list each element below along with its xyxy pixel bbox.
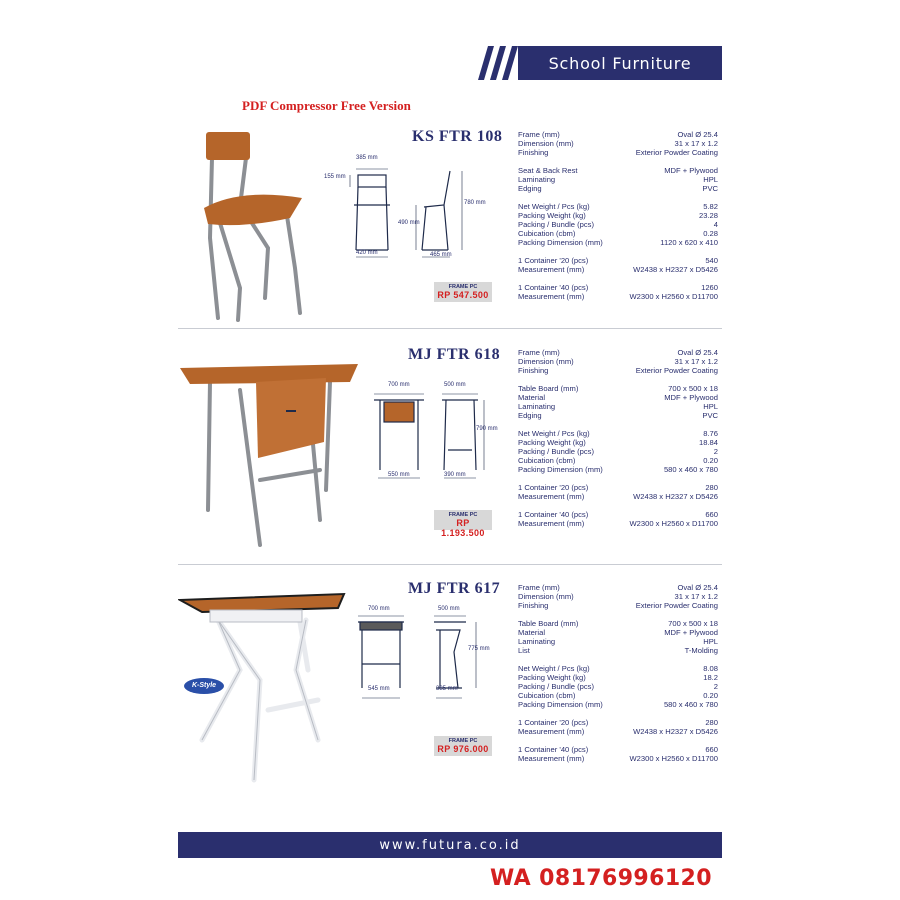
spec-value: 2 (713, 447, 718, 456)
spec-row (518, 492, 718, 501)
spec-row (518, 628, 718, 637)
spec-group (518, 510, 718, 528)
spec-value: W2300 x H2560 x D11700 (629, 519, 718, 528)
spec-row (518, 727, 718, 736)
spec-label: Frame (mm) (518, 348, 560, 357)
spec-value: HPL (703, 175, 718, 184)
spec-label: Cubication (cbm) (518, 456, 576, 465)
spec-label: Laminating (518, 637, 556, 646)
spec-group (518, 718, 718, 736)
spec-row (518, 456, 718, 465)
spec-row (518, 691, 718, 700)
model-name: MJ FTR 617 (408, 580, 501, 597)
spec-row (518, 402, 718, 411)
spec-group (518, 429, 718, 474)
spec-label: Cubication (cbm) (518, 229, 576, 238)
spec-label: Net Weight / Pcs (kg) (518, 202, 590, 211)
dim-label: 700 mm (388, 382, 410, 388)
spec-row (518, 465, 718, 474)
spec-value: W2438 x H2327 x D5426 (633, 265, 718, 274)
spec-label: Measurement (mm) (518, 292, 585, 301)
spec-row (518, 184, 718, 193)
spec-value: 31 x 17 x 1.2 (674, 357, 718, 366)
spec-value: MDF + Plywood (664, 393, 718, 402)
spec-label: 1 Container '20 (pcs) (518, 483, 589, 492)
spec-row (518, 265, 718, 274)
spec-value: PVC (702, 411, 718, 420)
spec-label: Measurement (mm) (518, 727, 585, 736)
spec-value: 31 x 17 x 1.2 (674, 592, 718, 601)
spec-group (518, 583, 718, 610)
dim-label: 155 mm (324, 174, 346, 180)
price-value: RP 976.000 (437, 744, 489, 754)
spec-row (518, 175, 718, 184)
spec-group (518, 130, 718, 157)
spec-label: Table Board (mm) (518, 619, 579, 628)
chair-drawing (344, 165, 494, 260)
spec-label: Packing / Bundle (pcs) (518, 682, 594, 691)
spec-row (518, 283, 718, 292)
spec-label: Measurement (mm) (518, 519, 585, 528)
spec-row (518, 357, 718, 366)
spec-row (518, 673, 718, 682)
spec-value: 700 x 500 x 18 (668, 619, 718, 628)
spec-row (518, 646, 718, 655)
spec-label: 1 Container '40 (pcs) (518, 745, 589, 754)
spec-label: Edging (518, 411, 542, 420)
dim-label: 775 mm (468, 646, 490, 652)
spec-label: Packing Dimension (mm) (518, 700, 603, 709)
spec-label: Frame (mm) (518, 130, 560, 139)
dim-label: 385 mm (436, 686, 458, 692)
spec-label: Material (518, 628, 546, 637)
dim-label: 385 mm (356, 155, 378, 161)
price-label: FRAME PC (448, 512, 478, 518)
table-617-drawing (354, 612, 494, 712)
spec-group (518, 483, 718, 501)
dim-label: 420 mm (356, 250, 378, 256)
section-divider (178, 328, 722, 329)
spec-row (518, 601, 718, 610)
spec-row (518, 592, 718, 601)
spec-label: 1 Container '40 (pcs) (518, 510, 589, 519)
spec-value: 0.28 (703, 229, 718, 238)
spec-value: 700 x 500 x 18 (668, 384, 718, 393)
price-box (434, 736, 492, 756)
spec-label: Packing Weight (kg) (518, 438, 586, 447)
spec-value: W2438 x H2327 x D5426 (633, 727, 718, 736)
spec-row (518, 348, 718, 357)
spec-value: 1260 (701, 283, 718, 292)
spec-row (518, 718, 718, 727)
spec-value: Exterior Powder Coating (635, 601, 718, 610)
spec-label: Finishing (518, 601, 549, 610)
header-bar (518, 46, 722, 80)
spec-value: 0.20 (703, 456, 718, 465)
price-value: RP 1.193.500 (441, 518, 485, 538)
spec-row (518, 393, 718, 402)
spec-value: 580 x 460 x 780 (663, 700, 718, 709)
price-box (434, 282, 492, 302)
spec-row (518, 447, 718, 456)
spec-label: Measurement (mm) (518, 265, 585, 274)
spec-value: HPL (703, 402, 718, 411)
spec-label: 1 Container '40 (pcs) (518, 283, 589, 292)
dim-label: 545 mm (368, 686, 390, 692)
spec-value: 4 (713, 220, 718, 229)
watermark-text: PDF Compressor Free Version (242, 98, 411, 113)
spec-value: 8.76 (703, 429, 718, 438)
spec-label: List (518, 646, 530, 655)
spec-label: Dimension (mm) (518, 357, 574, 366)
spec-row (518, 429, 718, 438)
spec-group (518, 202, 718, 247)
spec-label: Table Board (mm) (518, 384, 579, 393)
model-name: MJ FTR 618 (408, 346, 501, 363)
dim-label: 780 mm (464, 200, 486, 206)
whatsapp-contact[interactable]: WA 08176996120 (490, 866, 712, 891)
spec-value: 8.08 (703, 664, 718, 673)
spec-group (518, 256, 718, 274)
spec-group (518, 664, 718, 709)
spec-value: 580 x 460 x 780 (663, 465, 718, 474)
spec-value: 540 (705, 256, 718, 265)
spec-value: Oval Ø 25.4 (677, 583, 718, 592)
spec-group (518, 745, 718, 763)
spec-value: W2438 x H2327 x D5426 (633, 492, 718, 501)
spec-row (518, 130, 718, 139)
spec-label: Seat & Back Rest (518, 166, 578, 175)
spec-value: MDF + Plywood (664, 628, 718, 637)
spec-row (518, 483, 718, 492)
spec-row (518, 366, 718, 375)
spec-value: Exterior Powder Coating (635, 148, 718, 157)
spec-row (518, 745, 718, 754)
spec-row (518, 384, 718, 393)
spec-row (518, 148, 718, 157)
spec-value: 660 (705, 745, 718, 754)
spec-row (518, 211, 718, 220)
price-label: FRAME PC (448, 284, 478, 290)
dim-label: 490 mm (398, 220, 420, 226)
spec-value: HPL (703, 637, 718, 646)
spec-row (518, 700, 718, 709)
spec-label: Frame (mm) (518, 583, 560, 592)
table-618-photo (180, 360, 360, 550)
spec-label: Packing / Bundle (pcs) (518, 220, 594, 229)
dim-label: 465 mm (430, 252, 452, 258)
spec-value: 18.2 (703, 673, 718, 682)
spec-group (518, 166, 718, 193)
spec-value: 280 (705, 483, 718, 492)
spec-row (518, 220, 718, 229)
spec-value: T-Molding (684, 646, 718, 655)
spec-value: Oval Ø 25.4 (677, 130, 718, 139)
spec-value: 23.28 (698, 211, 718, 220)
spec-label: Net Weight / Pcs (kg) (518, 429, 590, 438)
spec-row (518, 637, 718, 646)
spec-label: Laminating (518, 402, 556, 411)
website-link[interactable]: www.futura.co.id (379, 838, 521, 853)
spec-group (518, 283, 718, 301)
spec-label: Packing Weight (kg) (518, 673, 586, 682)
model-name: KS FTR 108 (412, 128, 503, 145)
price-label: FRAME PC (448, 738, 478, 744)
spec-value: 280 (705, 718, 718, 727)
spec-label: Dimension (mm) (518, 592, 574, 601)
price-value: RP 547.500 (437, 290, 489, 300)
footer-bar (178, 832, 722, 858)
spec-row (518, 754, 718, 763)
spec-label: Measurement (mm) (518, 492, 585, 501)
spec-group (518, 384, 718, 420)
spec-row (518, 682, 718, 691)
dim-label: 500 mm (438, 606, 460, 612)
spec-value: 0.20 (703, 691, 718, 700)
spec-value: 5.82 (703, 202, 718, 211)
spec-label: Material (518, 393, 546, 402)
spec-label: Cubication (cbm) (518, 691, 576, 700)
spec-label: 1 Container '20 (pcs) (518, 256, 589, 265)
chair-photo (190, 128, 306, 323)
catalog-page (178, 20, 722, 882)
spec-table (518, 348, 718, 537)
spec-table (518, 130, 718, 310)
spec-value: Oval Ø 25.4 (677, 348, 718, 357)
spec-value: 18.84 (698, 438, 718, 447)
spec-label: Packing Dimension (mm) (518, 465, 603, 474)
spec-label: Finishing (518, 148, 549, 157)
spec-label: Packing / Bundle (pcs) (518, 447, 594, 456)
spec-row (518, 583, 718, 592)
section-divider (178, 564, 722, 565)
spec-value: 31 x 17 x 1.2 (674, 139, 718, 148)
spec-row (518, 411, 718, 420)
spec-row (518, 619, 718, 628)
spec-label: Net Weight / Pcs (kg) (518, 664, 590, 673)
dim-label: 700 mm (368, 606, 390, 612)
spec-value: W2300 x H2560 x D11700 (629, 292, 718, 301)
spec-value: 1120 x 620 x 410 (660, 238, 718, 247)
spec-value: MDF + Plywood (664, 166, 718, 175)
dim-label: 550 mm (388, 472, 410, 478)
spec-row (518, 510, 718, 519)
spec-group (518, 348, 718, 375)
dim-label: 500 mm (444, 382, 466, 388)
spec-row (518, 229, 718, 238)
dim-label: 390 mm (444, 472, 466, 478)
price-box (434, 510, 492, 538)
spec-label: Laminating (518, 175, 556, 184)
spec-row (518, 292, 718, 301)
spec-label: Packing Dimension (mm) (518, 238, 603, 247)
spec-row (518, 256, 718, 265)
spec-label: Edging (518, 184, 542, 193)
spec-value: Exterior Powder Coating (635, 366, 718, 375)
spec-row (518, 202, 718, 211)
spec-value: 660 (705, 510, 718, 519)
dim-label: 790 mm (476, 426, 498, 432)
page-title: School Furniture (548, 54, 692, 73)
spec-table (518, 583, 718, 772)
spec-row (518, 519, 718, 528)
header-stripes (478, 46, 522, 80)
spec-row (518, 664, 718, 673)
spec-value: W2300 x H2560 x D11700 (629, 754, 718, 763)
spec-row (518, 438, 718, 447)
spec-label: 1 Container '20 (pcs) (518, 718, 589, 727)
spec-row (518, 166, 718, 175)
spec-value: PVC (702, 184, 718, 193)
spec-label: Measurement (mm) (518, 754, 585, 763)
spec-row (518, 139, 718, 148)
spec-label: Packing Weight (kg) (518, 211, 586, 220)
spec-value: 2 (713, 682, 718, 691)
spec-row (518, 238, 718, 247)
k-style-badge: K-Style (184, 678, 224, 694)
spec-group (518, 619, 718, 655)
spec-label: Dimension (mm) (518, 139, 574, 148)
spec-label: Finishing (518, 366, 549, 375)
